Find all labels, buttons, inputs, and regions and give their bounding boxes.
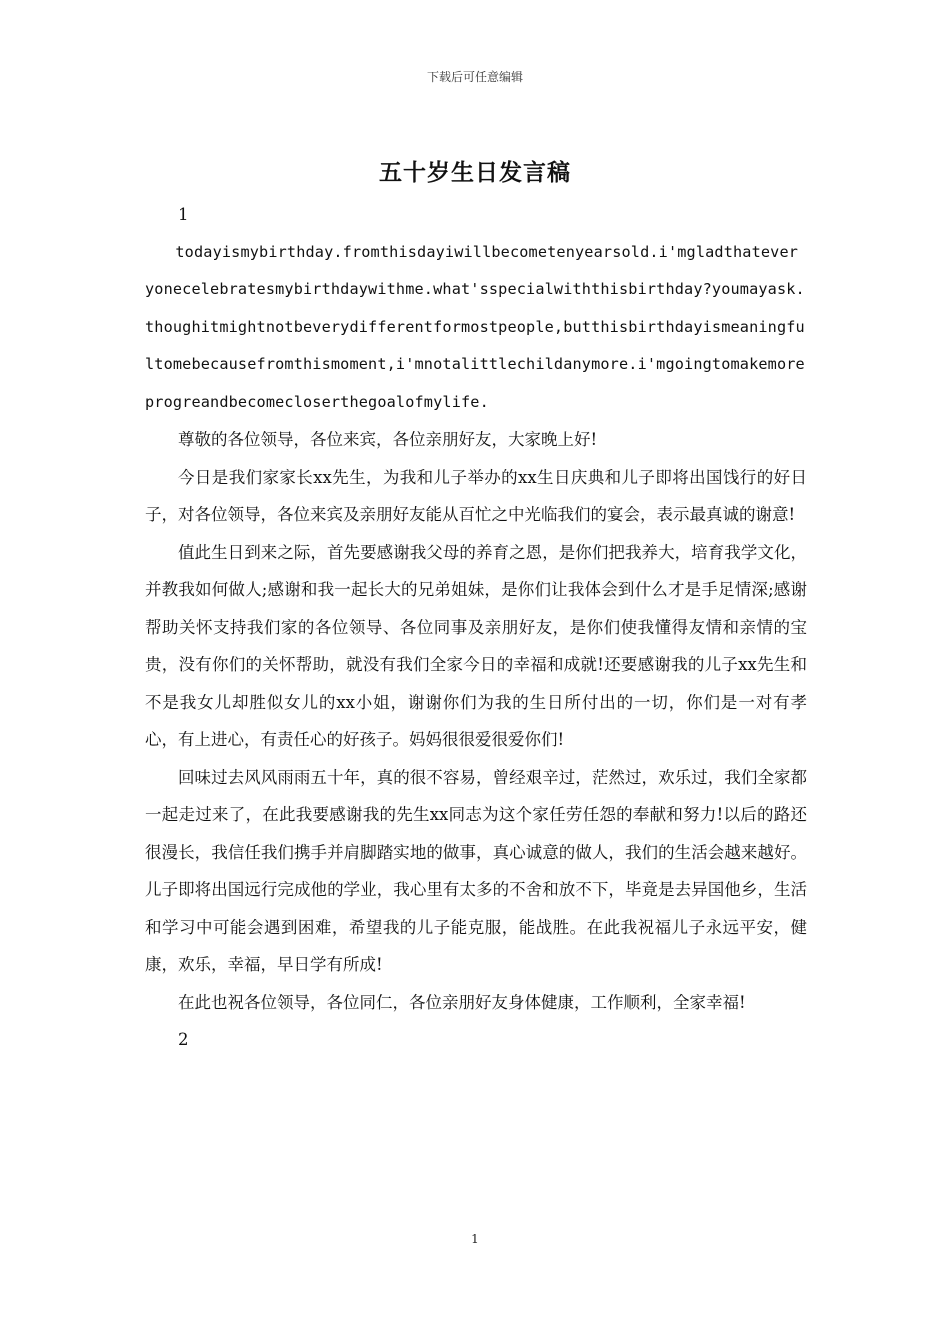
- paragraph-reflection: 回味过去风风雨雨五十年，真的很不容易，曾经艰辛过，茫然过，欢乐过，我们全家都一起走过来了，在此我要感谢我的先生xx同志为这个家任劳任怨的奉献和努力!以后的路还很漫长，我信任我们携手并肩脚踏实地的做事，真心诚意的做人，我们的生活会越来越好。儿子即将出国远行完成他的学业，我心里有太多的不舍和放不下，毕竟是去异国他乡，生活和学习中可能会遇到困难，希望我的儿子能克服，能战胜。在此我祝福儿子永远平安，健康，欢乐，幸福，早日学有所成!: [145, 767, 807, 974]
- paragraph-occasion: 今日是我们家家长xx先生，为我和儿子举办的xx生日庆典和儿子即将出国饯行的好日子，对各位领导，各位来宾及亲朋好友能从百忙之中光临我们的宴会，表示最真诚的谢意!: [145, 467, 807, 524]
- section-number-1: 1: [178, 205, 189, 224]
- page-number: 1: [471, 1232, 479, 1246]
- paragraph-thanks: 值此生日到来之际，首先要感谢我父母的养育之恩，是你们把我养大，培育我学文化，并教我如何做人;感谢和我一起长大的兄弟姐妹，是你们让我体会到什么才是手足情深;感谢帮助关怀支持我们家的各位领导、各位同事及亲朋好友，是你们使我懂得友情和亲情的宝贵，没有你们的关怀帮助，就没有我们全家今日的幸福和成就!还要感谢我的儿子xx先生和不是我女儿却胜似女儿的xx小姐，谢谢你们为我的生日所付出的一切，你们是一对有孝心，有上进心，有责任心的好孩子。妈妈很很爱很爱你们!: [145, 542, 807, 749]
- paragraph-greeting: 尊敬的各位领导，各位来宾，各位亲朋好友，大家晚上好!: [178, 430, 598, 449]
- paragraph-wishes: 在此也祝各位领导，各位同仁，各位亲朋好友身体健康，工作顺利，全家幸福!: [178, 992, 746, 1012]
- header-note: 下载后可任意编辑: [426, 70, 523, 84]
- english-paragraph: todayismybirthday.fromthisdayiwillbecometenyearsold.i'mgladthateveryonecelebratesmybirthdaywithme.what'sspecialwiththisbirthday?youmayask.thoughitmightnotbeverydifferentformostpeople,butthisbirthdayismeaningfultomebecausefromthismoment,i'mnotalittlechildanymore.i'mgoingtomakemoreprogreandbecomecloserthegoalofmylife.: [145, 242, 805, 411]
- section-number-2: 2: [178, 1030, 189, 1049]
- document-body: [145, 196, 807, 1059]
- document-title: 五十岁生日发言稿: [379, 160, 571, 186]
